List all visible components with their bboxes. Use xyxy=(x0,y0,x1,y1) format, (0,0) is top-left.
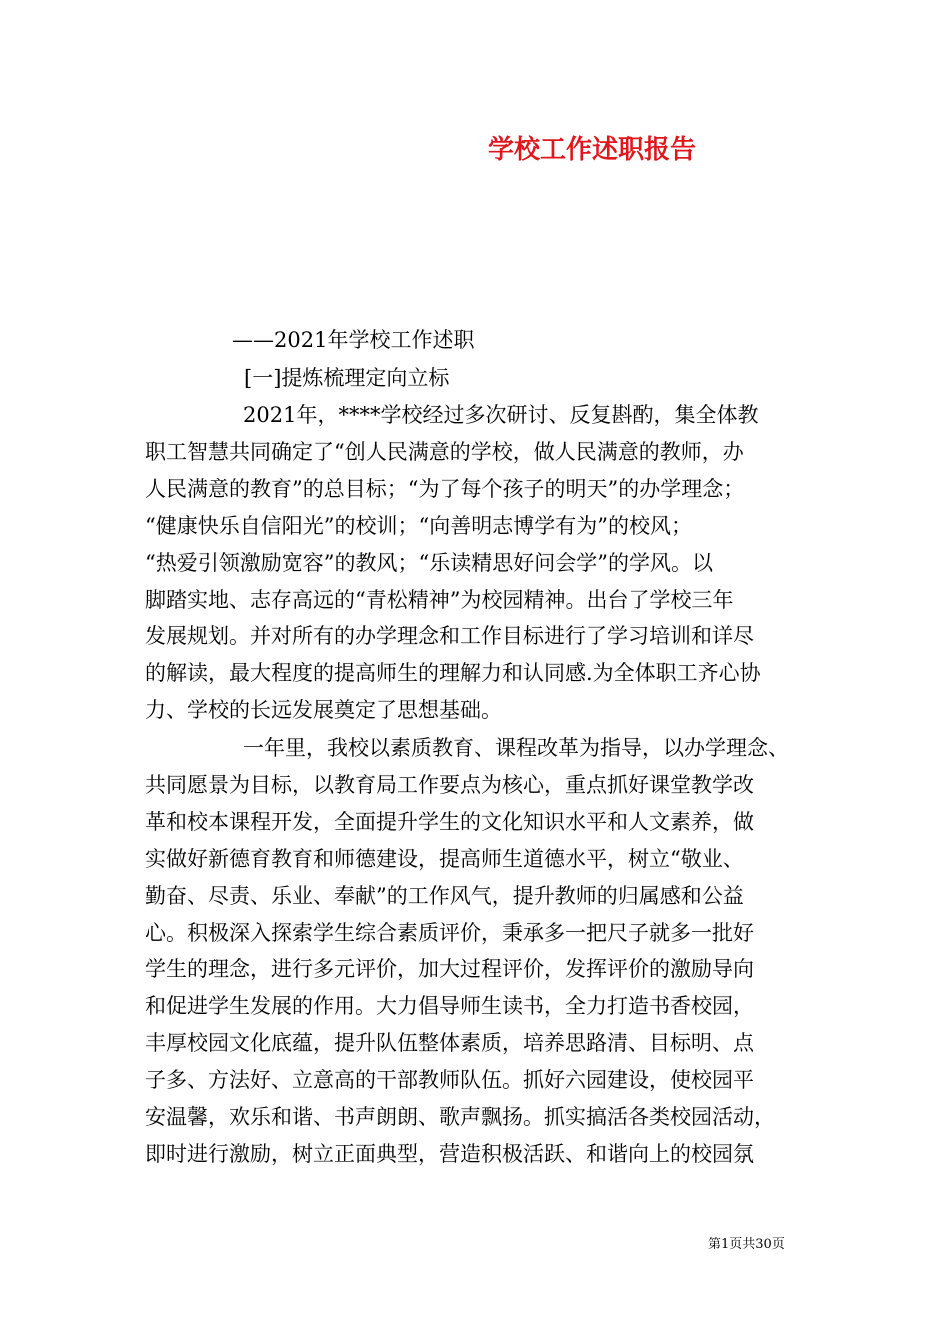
section-heading: [一]提炼梳理定向立标 xyxy=(244,366,450,390)
paragraph-line: 实做好新德育教育和师德建设，提高师生道德水平，树立“敬业、 xyxy=(145,846,744,871)
body-paragraph xyxy=(145,730,820,1173)
paragraph-line: 的解读，最大程度的提高师生的理解力和认同感.为全体职工齐心协 xyxy=(145,661,761,686)
paragraph-line: 脚踏实地、志存高远的“青松精神”为校园精神。出台了学校三年 xyxy=(145,587,734,612)
paragraph-line: 学生的理念，进行多元评价，加大过程评价，发挥评价的激励导向 xyxy=(145,957,754,982)
paragraph-line: 革和校本课程开发，全面提升学生的文化知识水平和人文素养，做 xyxy=(145,809,754,834)
paragraph-line: 和促进学生发展的作用。大力倡导师生读书，全力打造书香校园， xyxy=(145,994,754,1019)
paragraph-line: 共同愿景为目标，以教育局工作要点为核心，重点抓好课堂教学改 xyxy=(145,772,754,797)
paragraph-line: “热爱引领激励宽容”的教风；“乐读精思好问会学”的学风。以 xyxy=(145,550,713,575)
paragraph-line: 心。积极深入探索学生综合素质评价，秉承多一把尺子就多一批好 xyxy=(145,920,754,945)
paragraph-line: 力、学校的长远发展奠定了思想基础。 xyxy=(145,698,502,723)
paragraph-line: “健康快乐自信阳光”的校训；“向善明志博学有为”的校风； xyxy=(145,513,692,538)
paragraph-line: 一年里，我校以素质教育、课程改革为指导，以办学理念、 xyxy=(243,736,789,760)
paragraph-line: 勤奋、尽责、乐业、奉献”的工作风气，提升教师的归属感和公益 xyxy=(145,883,744,908)
document-subtitle: ——2021年学校工作述职 xyxy=(232,328,475,352)
paragraph-line: 职工智慧共同确定了“创人民满意的学校，做人民满意的教师，办 xyxy=(145,439,744,464)
paragraph-line: 2021年，****学校经过多次研讨、反复斟酌，集全体教 xyxy=(243,403,759,427)
paragraph-line: 子多、方法好、立意高的干部教师队伍。抓好六园建设，使校园平 xyxy=(145,1068,754,1093)
document-title: 学校工作述职报告 xyxy=(488,135,697,165)
paragraph-line: 发展规划。并对所有的办学理念和工作目标进行了学习培训和详尽 xyxy=(145,624,754,649)
paragraph-line: 安温馨，欢乐和谐、书声朗朗、歌声飘扬。抓实搞活各类校园活动， xyxy=(145,1105,775,1130)
page-number: 第1页共30页 xyxy=(708,1237,785,1252)
body-paragraph xyxy=(145,397,820,729)
paragraph-line: 人民满意的教育”的总目标；“为了每个孩子的明天”的办学理念； xyxy=(145,476,745,501)
paragraph-line: 即时进行激励，树立正面典型，营造积极活跃、和谐向上的校园氛 xyxy=(145,1141,754,1166)
paragraph-line: 丰厚校园文化底蕴，提升队伍整体素质，培养思路清、目标明、点 xyxy=(145,1031,754,1056)
